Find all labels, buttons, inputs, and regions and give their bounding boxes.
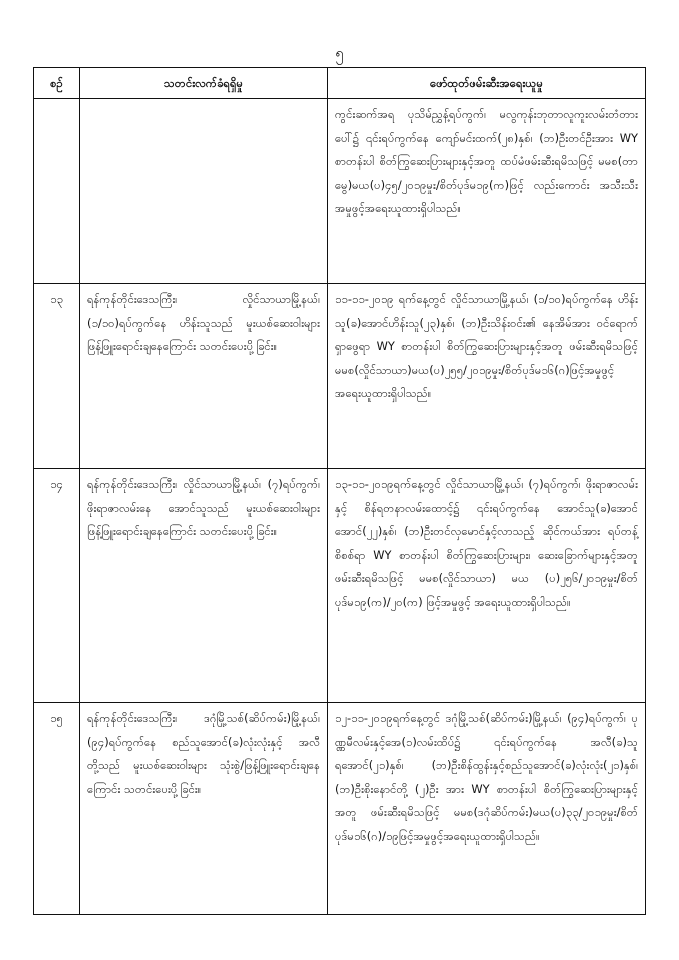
- action-cell: ၁၃-၁၁-၂၀၁၉ရက်နေ့တွင် လှိုင်သာယာမြို့နယ်၊ (၇)ရပ်ကွက်၊ ဖိုးရာဇာလမ်းနှင့် စိန်ရတနာလမ်းထောင့်၌ ၎င်းရပ်ကွက်နေ အောင်သူ(ခ)အောင်အောင်(၂၂)နှစ်၊ (ဘ)ဦးတင်လှမောင်နှင့်လာသည့် ဆိုင်ကယ်အား ရပ်တန့်စိစစ်ရာ WY စာတန်းပါ စိတ်ကြွဆေးပြားများ၊ ဆေးခြောက်များနှင့်အတူဖမ်းဆီးရမိသဖြင့် မမစ(လှိုင်သာယာ) မယ (ပ)၂၅၆/၂၀၁၉မှုး/စိတ်ပုဒ်မ၁၉(က)/၂၀(က) ဖြင့်အမှုဖွင့် အရေးယူထားရှိပါသည်။: [328, 469, 646, 703]
- header-arrest-action: ဖော်ထုတ်ဖမ်းဆီးအရေးယူမှု: [328, 68, 646, 99]
- report-cell: ရန်ကုန်တိုင်းဒေသကြီး၊ လှိုင်သာယာမြို့နယ်၊ (၁/၁၀)ရပ်ကွက်နေ ဟိန်းသူသည် မူးယစ်ဆေးဝါးများ ဖြန့်ဖြူးရောင်းချနေကြောင်း သတင်းပေးပို့ခြင်း။: [80, 284, 328, 469]
- report-cell: [80, 99, 328, 284]
- table-row: [34, 703, 646, 915]
- serial-no-cell: ၁၃: [34, 284, 80, 469]
- action-cell: ကွင်းဆက်အရ ပုသိမ်ညွှန့်ရပ်ကွက်၊ မလွကုန်းဘုတာလူကူးလမ်းတံတားပေါ်၌ ၎င်းရပ်ကွက်နေ ကျော်မင်းထက်(၂၈)နှစ်၊ (ဘ)ဦးတင်ဦးအား WY စာတန်းပါ စိတ်ကြွဆေးပြားများနှင့်အတူ ထပ်မံဖမ်းဆီးရမိသဖြင့် မမစ(တာမွေ)မယ(ပ)၄၅/၂၀၁၉မှုး/စိတ်ပုဒ်မ၁၉(က)ဖြင့် လည်းကောင်း အသီးသီး အမှုဖွင့်အရေးယူထားရှိပါသည်။: [328, 99, 646, 284]
- report-table: [33, 67, 646, 915]
- header-serial-no: စဉ်: [34, 68, 80, 99]
- header-information-received: သတင်းလက်ခံရရှိမှု: [80, 68, 328, 99]
- serial-no-cell: ၁၄: [34, 469, 80, 703]
- page-number: ၅: [335, 44, 344, 62]
- table-header-row: [34, 68, 646, 99]
- action-cell: ၁၂-၁၁-၂၀၁၉ရက်နေ့တွင် ဒဂုံမြို့သစ်(ဆိပ်ကမ်း)မြို့နယ်၊ (၉၄)ရပ်ကွက်၊ ပုဏ္ဏမီလမ်းနှင့်အေ(၁)လမ်းထိပ်၌ ၎င်းရပ်ကွက်နေ အလီ(ခ)သူရအောင်(၂၁)နှစ်၊ (ဘ)ဦးစိန်ထွန်းနှင့်စည်သူအောင်(ခ)လုံးလုံး(၂၁)နှစ်၊ (ဘ)ဦးစိုးနောင်တို့ (၂)ဦး အား WY စာတန်းပါ စိတ်ကြွဆေးပြားများနှင့်အတူ ဖမ်းဆီးရမိသဖြင့် မမစ(ဒဂုံဆိပ်ကမ်း)မယ(ပ)၃၃/၂၀၁၉မှုး/စိတ်ပုဒ်မ၁၆(ဂ)/၁၉ဖြင့်အမှုဖွင့်အရေးယူထားရှိပါသည်။: [328, 703, 646, 915]
- report-cell: ရန်ကုန်တိုင်းဒေသကြီး၊ လှိုင်သာယာမြို့နယ်၊ (၇)ရပ်ကွက်၊ ဖိုးရာဇာလမ်းနေ အောင်သူသည် မူးယစ်ဆေးဝါးများ ဖြန့်ဖြူးရောင်းချနေကြောင်း သတင်းပေးပို့ခြင်း။: [80, 469, 328, 703]
- serial-no-cell: [34, 99, 80, 284]
- table-row: [34, 284, 646, 469]
- serial-no-cell: ၁၅: [34, 703, 80, 915]
- table-row: [34, 99, 646, 284]
- action-cell: ၁၁-၁၁-၂၀၁၉ ရက်နေ့တွင် လှိုင်သာယာမြို့နယ်၊ (၁/၁၀)ရပ်ကွက်နေ ဟိန်းသူ(ခ)အောင်ဟိန်းသူ(၂၃)နှစ်၊ (ဘ)ဦးသိန်းဝင်း၏ နေအိမ်အား ဝင်ရောက်ရှာဖွေရာ WY စာတန်းပါ စိတ်ကြွဆေးပြားများနှင့်အတူ ဖမ်းဆီးရမိသဖြင့်မမစ(လှိုင်သာယာ)မယ(ပ)၂၅၅/၂၀၁၉မှုး/စိတ်ပုဒ်မ၁၆(ဂ)ဖြင့်အမှုဖွင့်အရေးယူထားရှိပါသည်။: [328, 284, 646, 469]
- table-row: [34, 469, 646, 703]
- report-cell: ရန်ကုန်တိုင်းဒေသကြီး၊ ဒဂုံမြို့သစ်(ဆိပ်ကမ်း)မြို့နယ်၊ (၉၄)ရပ်ကွက်နေ စည်သူအောင်(ခ)လုံးလုံးနှင့် အလီတို့သည် မူးယစ်ဆေးဝါးများ သုံးစွဲ/ဖြန့်ဖြူးရောင်းချနေကြောင်း သတင်းပေးပို့ခြင်း။: [80, 703, 328, 915]
